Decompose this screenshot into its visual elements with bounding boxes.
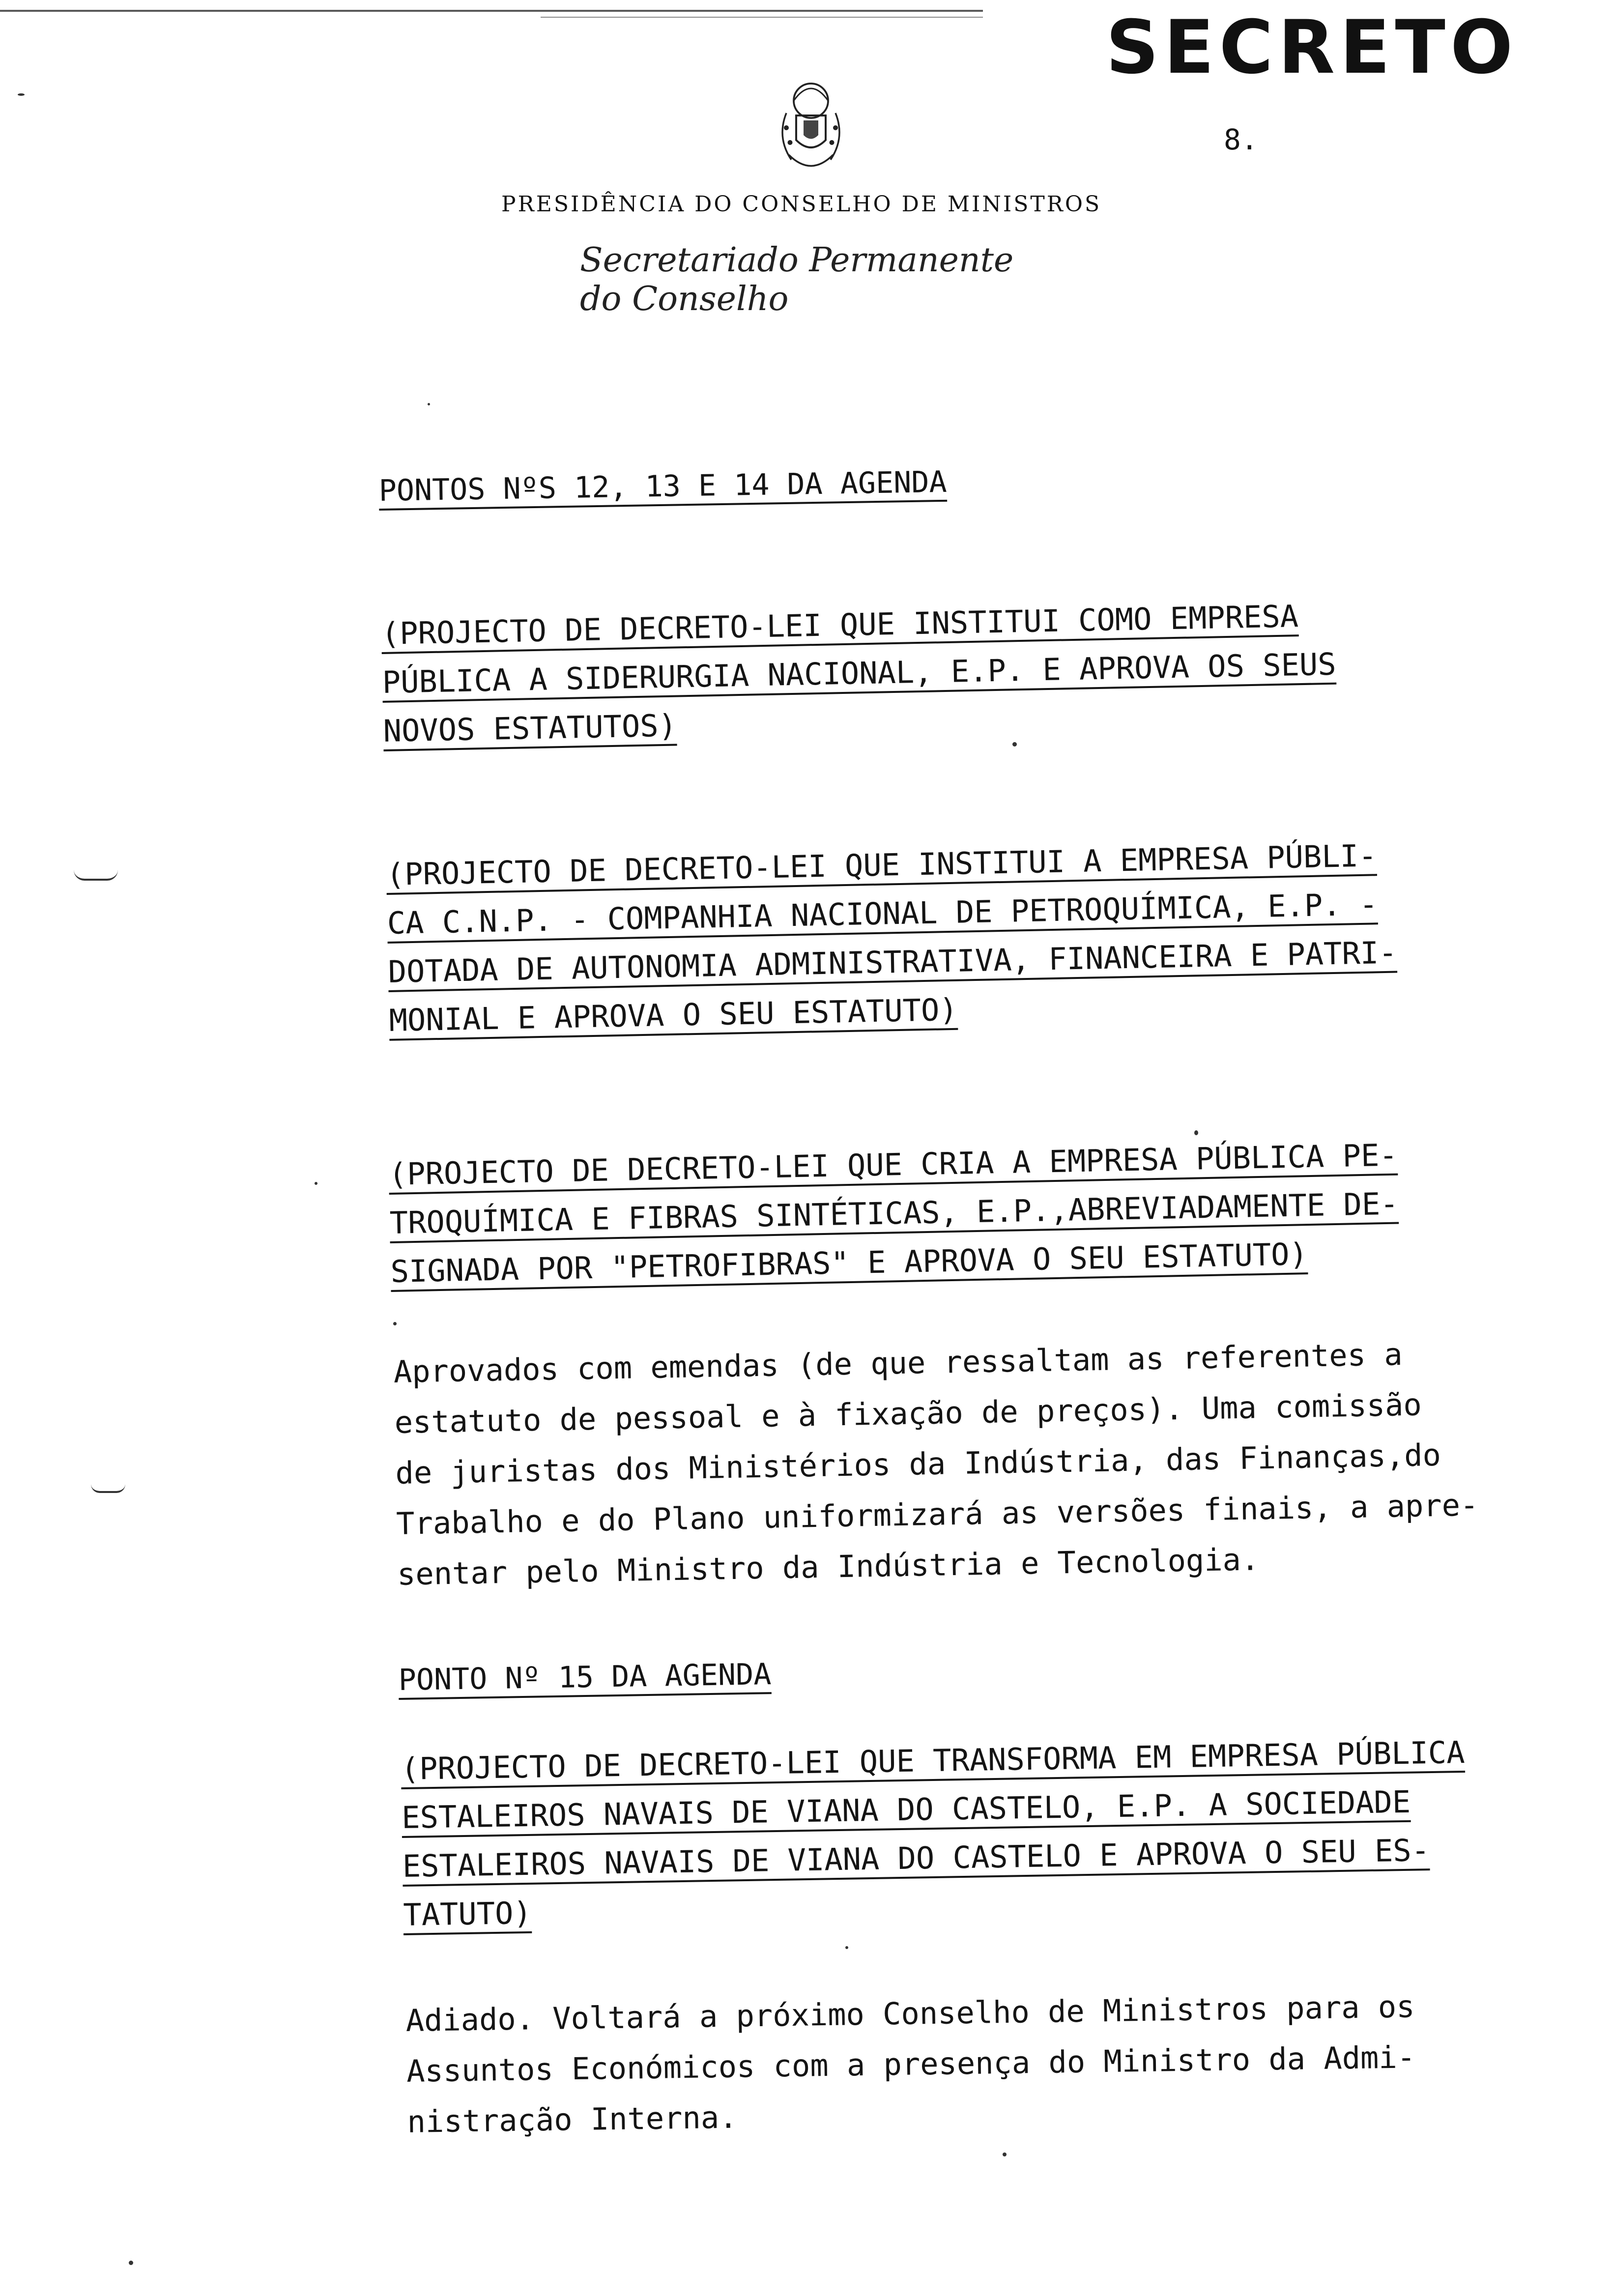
agenda-heading-12-14: [378, 458, 947, 516]
scan-speck: [129, 2261, 133, 2265]
page-number: 8.: [1224, 123, 1258, 156]
item-line: MONIAL E APROVA O SEU ESTATUTO): [388, 991, 958, 1038]
margin-mark: [74, 870, 118, 881]
item-line: ESTALEIROS NAVAIS DE VIANA DO CASTELO, E.P. A SOCIEDADE: [401, 1783, 1411, 1836]
item-line: TATUTO): [403, 1894, 532, 1933]
scan-speck: [315, 1182, 317, 1185]
agenda-item-petroquimica: [386, 831, 1398, 1045]
item-line: (PROJECTO DE DECRETO-LEI QUE INSTITUI COMO EMPRESA: [381, 598, 1299, 652]
agenda-item-siderurgia: [381, 591, 1337, 755]
top-edge-rule-secondary: [541, 17, 983, 18]
scan-speck: [18, 93, 25, 96]
item-line: ESTALEIROS NAVAIS DE VIANA DO CASTELO E APROVA O SEU ES-: [402, 1832, 1430, 1884]
paragraph-line: Aprovados com emendas (de que ressaltam as referentes a: [393, 1336, 1403, 1390]
item-line: DOTADA DE AUTONOMIA ADMINISTRATIVA, FINANCEIRA E PATRI-: [388, 934, 1398, 990]
scan-speck: [1003, 2152, 1007, 2156]
paragraph-line: de juristas dos Ministérios da Indústria, das Finanças,do: [395, 1436, 1441, 1491]
item-line: PÚBLICA A SIDERURGIA NACIONAL, E.P. E APROVA OS SEUS: [382, 646, 1337, 700]
agenda-item-estaleiros: [401, 1728, 1468, 1939]
paragraph-line: sentar pelo Ministro da Indústria e Tecnologia.: [397, 1541, 1260, 1592]
item-line: CA C.N.P. - COMPANHIA NACIONAL DE PETROQUÍMICA, E.P. -: [387, 886, 1378, 941]
paragraph-line: nistração Interna.: [407, 2099, 738, 2140]
resolution-approved: [393, 1328, 1480, 1600]
resolution-postponed: [405, 1981, 1416, 2147]
paragraph-line: Assuntos Económicos com a presença do Ministro da Admi-: [406, 2039, 1416, 2089]
agenda-heading-15: [398, 1650, 772, 1705]
paragraph-line: estatuto de pessoal e à fixação de preços). Uma comissão: [394, 1386, 1422, 1440]
scan-speck: [393, 1322, 397, 1325]
item-line: (PROJECTO DE DECRETO-LEI QUE INSTITUI A EMPRESA PÚBLI-: [386, 837, 1377, 892]
item-line: TROQUÍMICA E FIBRAS SINTÉTICAS, E.P.,ABREVIADAMENTE DE-: [389, 1185, 1399, 1241]
item-line: (PROJECTO DE DECRETO-LEI QUE TRANSFORMA EM EMPRESA PÚBLICA: [401, 1734, 1466, 1787]
paragraph-line: Adiado. Voltará a próximo Conselho de Ministros para os: [405, 1988, 1415, 2038]
margin-mark: [91, 1484, 125, 1493]
scan-speck: [845, 1946, 848, 1949]
item-line: SIGNADA POR "PETROFIBRAS" E APROVA O SEU ESTATUTO): [390, 1236, 1308, 1290]
agenda-item-petrofibras: [388, 1131, 1400, 1296]
scan-speck: [428, 403, 430, 405]
scan-speck: [1012, 742, 1017, 746]
heading-text: PONTOS NºS 12, 13 E 14 DA AGENDA: [378, 464, 948, 508]
item-line: NOVOS ESTATUTOS): [383, 707, 677, 749]
item-line: (PROJECTO DE DECRETO-LEI QUE CRIA A EMPRESA PÚBLICA PE-: [388, 1137, 1398, 1192]
classification-stamp: SECRETO: [1106, 5, 1518, 90]
coat-of-arms-emblem: [749, 64, 872, 187]
header-subtitle: Secretariado Permanente do Conselho: [580, 241, 1014, 318]
header-title: PRESIDÊNCIA DO CONSELHO DE MINISTROS: [501, 192, 1102, 217]
paragraph-line: Trabalho e do Plano uniformizará as versões finais, a apre-: [396, 1487, 1479, 1542]
scan-speck: [1194, 1130, 1198, 1135]
heading-text: PONTO Nº 15 DA AGENDA: [398, 1657, 772, 1697]
top-edge-rule: [0, 10, 983, 12]
